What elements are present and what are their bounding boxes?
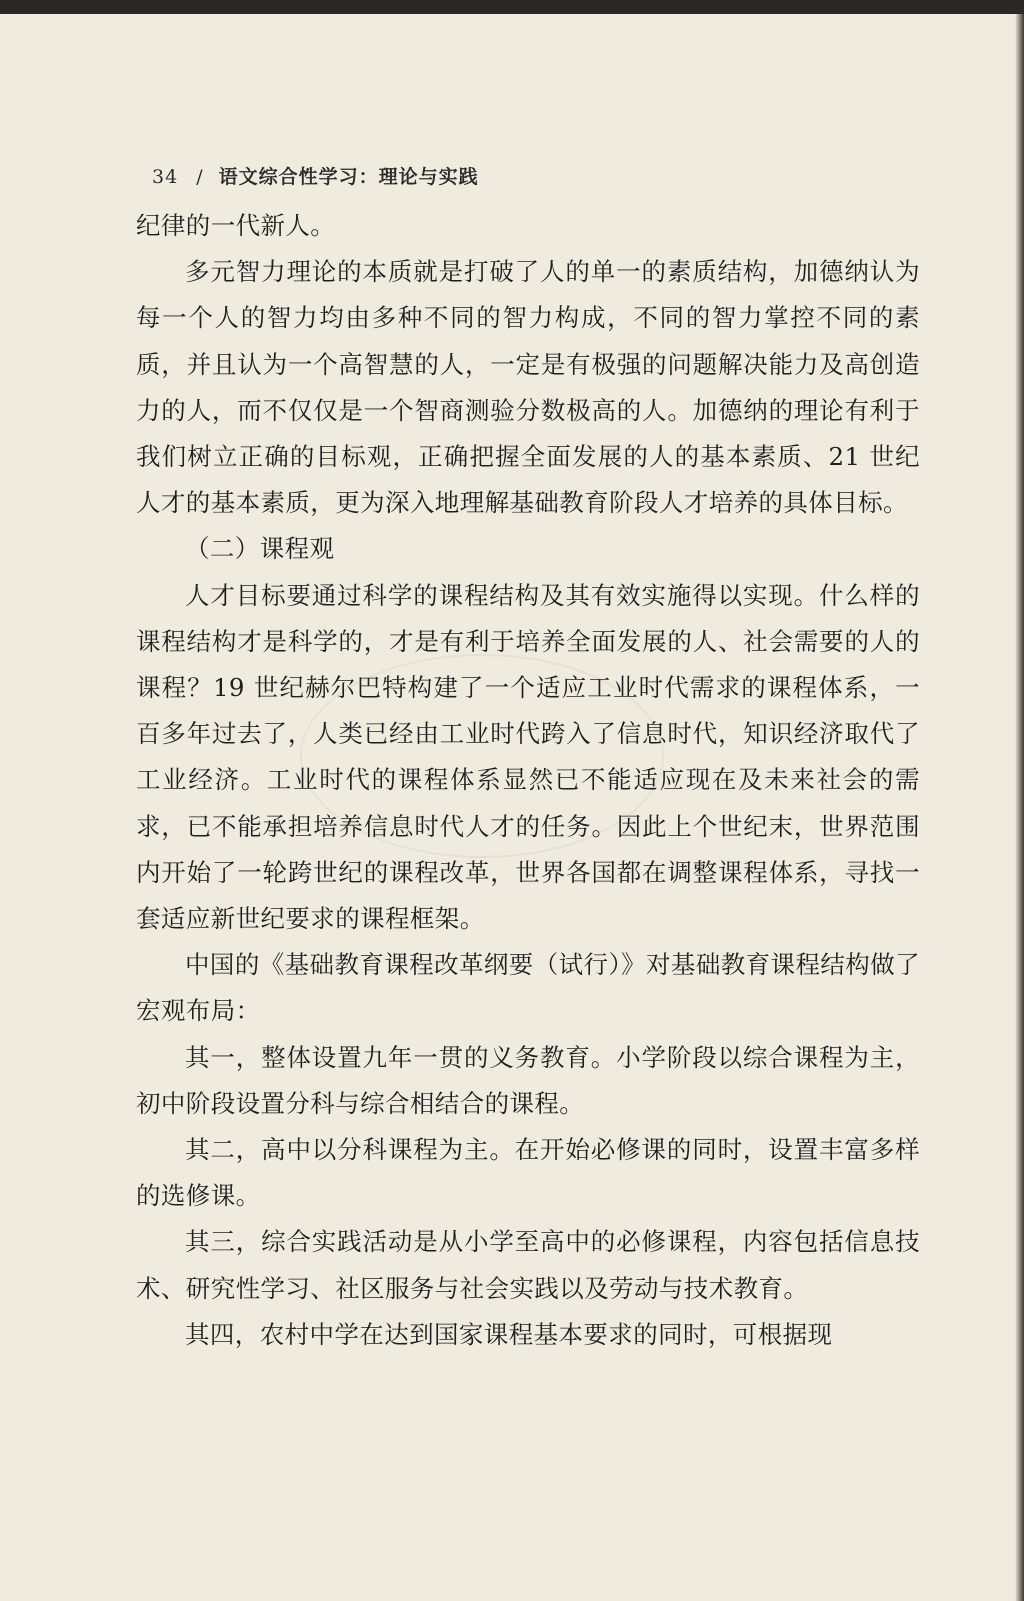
scan-right-edge (1016, 14, 1024, 1601)
paragraph: 多元智力理论的本质就是打破了人的单一的素质结构，加德纳认为每一个人的智力均由多种不同的智力构成，不同的智力掌控不同的素质，并且认为一个高智慧的人，一定是有极强的问题解决能力及高创造力的人，而不仅仅是一个智商测验分数极高的人。加德纳的理论有利于我们树立正确的目标观，正确把握全面发展的人的基本素质、21 世纪人才的基本素质，更为深入地理解基础教育阶段人才培养的具体目标。 (136, 257, 920, 518)
paragraph: 其二，高中以分科课程为主。在开始必修课的同时，设置丰富多样的选修课。 (136, 1135, 920, 1211)
paragraph: 中国的《基础教育课程改革纲要（试行）》对基础教育课程结构做了宏观布局： (136, 950, 920, 1026)
paragraph: 其三，综合实践活动是从小学至高中的必修课程，内容包括信息技术、研究性学习、社区服务与社会实践以及劳动与技术教育。 (136, 1227, 920, 1303)
scan-top-border (0, 0, 1024, 14)
paragraph: 人才目标要通过科学的课程结构及其有效实施得以实现。什么样的课程结构才是科学的，才是有利于培养全面发展的人、社会需要的人的课程？19 世纪赫尔巴特构建了一个适应工业时代需求的课程体系，一百多年过去了，人类已经由工业时代跨入了信息时代，知识经济取代了工业经济。工业时代的课程体系显然已不能适应现在及未来社会的需求，已不能承担培养信息时代人才的任务。因此上个世纪末，世界范围内开始了一轮跨世纪的课程改革，世界各国都在调整课程体系，寻找一套适应新世纪要求的课程框架。 (136, 580, 920, 934)
body-text (136, 203, 920, 1358)
book-title: 语文综合性学习：理论与实践 (218, 166, 479, 188)
header-separator: / (196, 166, 203, 188)
paragraph-continuation: 纪律的一代新人。 (136, 211, 336, 240)
paragraph: 其四，农村中学在达到国家课程基本要求的同时，可根据现 (185, 1319, 833, 1349)
paragraph: 其一，整体设置九年一贯的义务教育。小学阶段以综合课程为主，初中阶段设置分科与综合相结合的课程。 (136, 1042, 920, 1118)
page-number: 34 (152, 166, 179, 188)
running-head (152, 162, 479, 189)
section-heading: （二）课程观 (185, 534, 335, 564)
